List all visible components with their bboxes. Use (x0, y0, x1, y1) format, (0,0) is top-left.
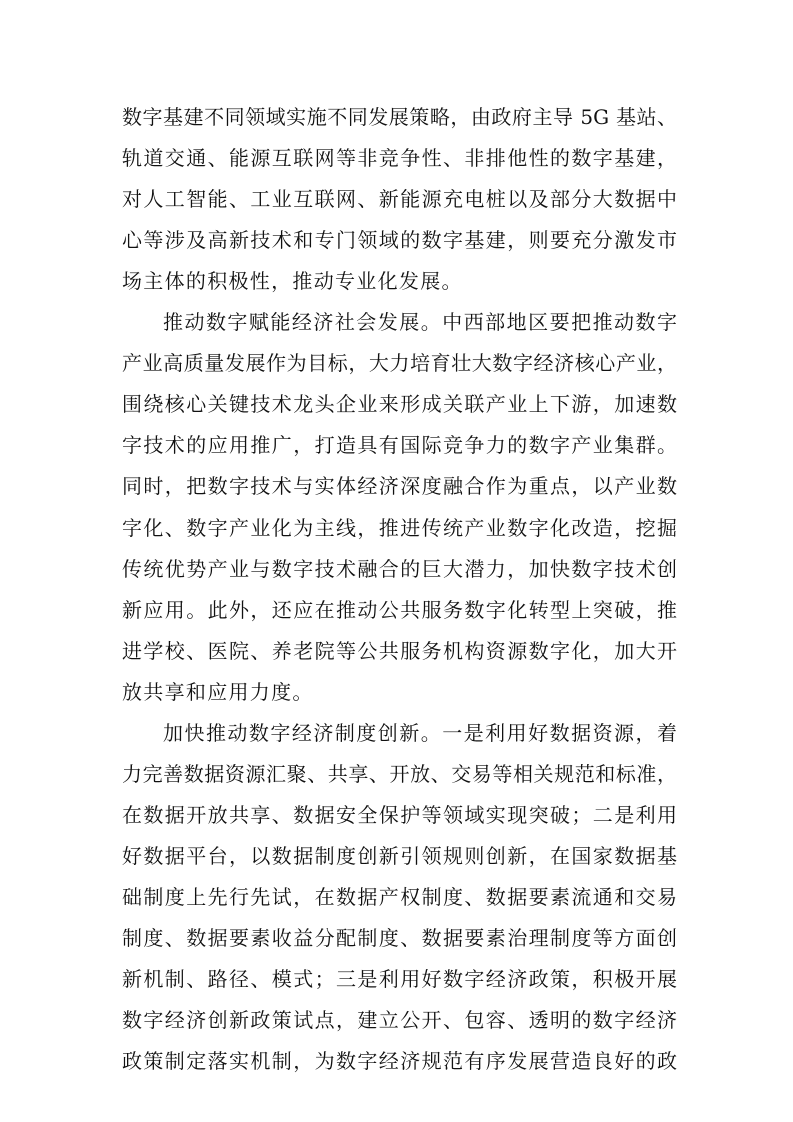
paragraph-2-line: 字化、数字产业化为主线，推进传统产业数字化改造，挖掘 (122, 515, 677, 540)
paragraph-2-line: 同时，把数字技术与实体经济深度融合作为重点，以产业数 (122, 474, 677, 499)
paragraph-2-line: 字技术的应用推广，打造具有国际竞争力的数字产业集群。 (122, 433, 677, 458)
paragraph-1-line: 轨道交通、能源互联网等非竞争性、非排他性的数字基建， (122, 146, 677, 171)
paragraph-2-line: 放共享和应用力度。 (122, 679, 314, 704)
paragraph-3-line: 础制度上先行先试，在数据产权制度、数据要素流通和交易 (122, 884, 677, 909)
paragraph-3-line: 好数据平台，以数据制度创新引领规则创新，在国家数据基 (122, 843, 677, 868)
paragraph-2-line: 新应用。此外，还应在推动公共服务数字化转型上突破，推 (122, 597, 677, 622)
paragraph-2-line: 围绕核心关键技术龙头企业来形成关联产业上下游，加速数 (122, 392, 677, 417)
paragraph-1-line: 场主体的积极性，推动专业化发展。 (122, 269, 463, 294)
paragraph-2-line: 产业高质量发展作为目标，大力培育壮大数字经济核心产业， (122, 351, 677, 376)
paragraph-1-line: 对人工智能、工业互联网、新能源充电桩以及部分大数据中 (122, 187, 677, 212)
paragraph-1-line: 心等涉及高新技术和专门领域的数字基建，则要充分激发市 (122, 228, 677, 253)
paragraph-3-line: 力完善数据资源汇聚、共享、开放、交易等相关规范和标准， (122, 761, 677, 786)
paragraph-2-line: 传统优势产业与数字技术融合的巨大潜力，加快数字技术创 (122, 556, 677, 581)
paragraph-2-line: 进学校、医院、养老院等公共服务机构资源数字化，加大开 (122, 638, 677, 663)
paragraph-3-line: 加快推动数字经济制度创新。一是利用好数据资源，着 (163, 720, 677, 745)
paragraph-3-line: 政策制定落实机制，为数字经济规范有序发展营造良好的政 (122, 1049, 677, 1074)
paragraph-3-line: 在数据开放共享、数据安全保护等领域实现突破；二是利用 (122, 802, 677, 827)
paragraph-3-line: 数字经济创新政策试点，建立公开、包容、透明的数字经济 (122, 1008, 677, 1033)
paragraph-2-line: 推动数字赋能经济社会发展。中西部地区要把推动数字 (163, 310, 677, 335)
paragraph-3-line: 制度、数据要素收益分配制度、数据要素治理制度等方面创 (122, 926, 677, 950)
paragraph-1-line: 数字基建不同领域实施不同发展策略，由政府主导 5G 基站、 (122, 105, 677, 129)
paragraph-3-line: 新机制、路径、模式；三是利用好数字经济政策，积极开展 (122, 967, 677, 992)
